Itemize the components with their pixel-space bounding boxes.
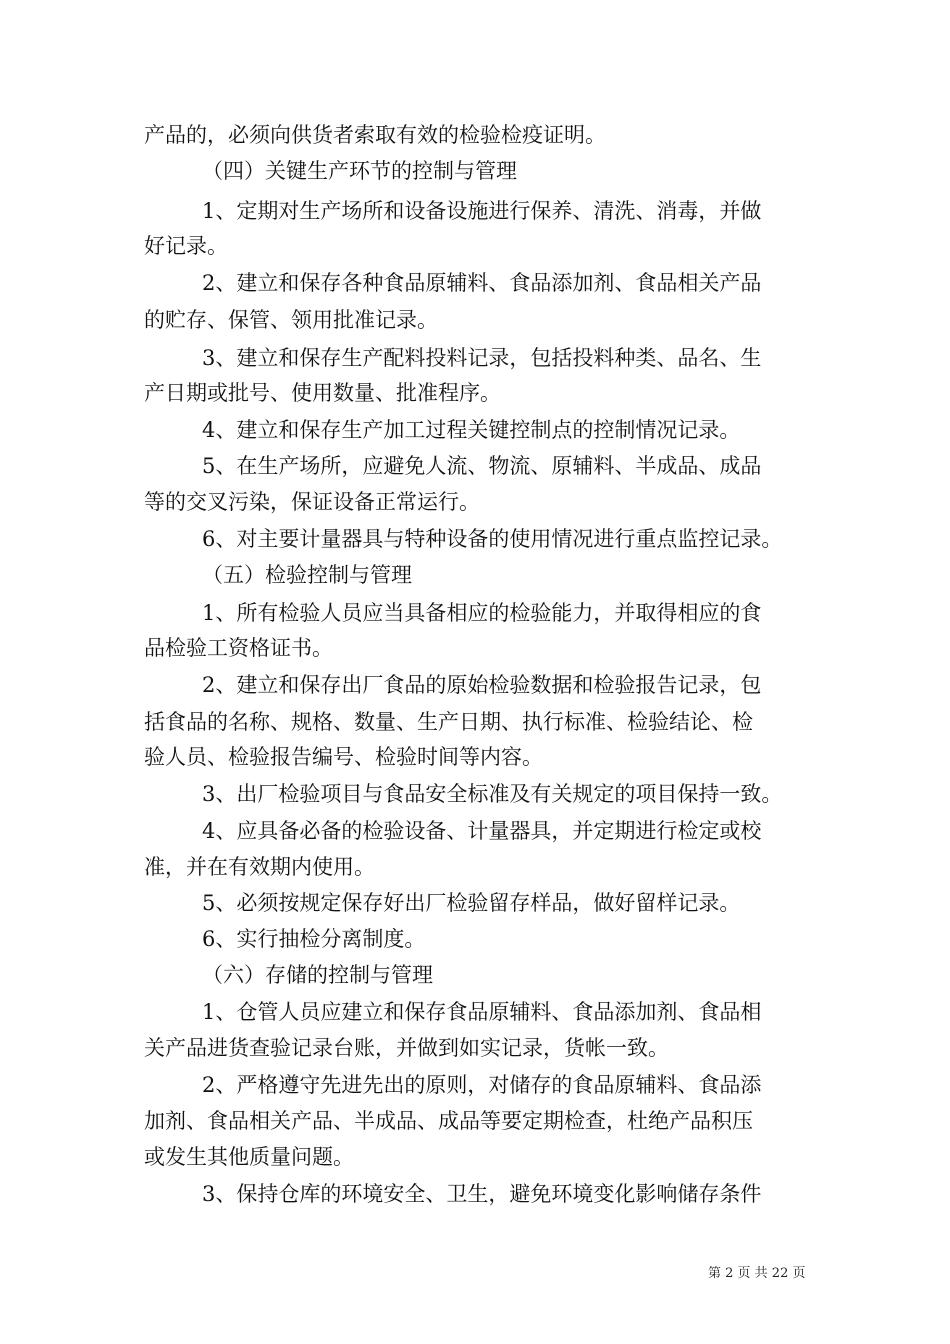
text-line: 3、出厂检验项目与食品安全标准及有关规定的项目保持一致。	[202, 782, 783, 806]
text-line: 2、严格遵守先进先出的原则，对储存的食品原辅料、食品添	[202, 1073, 762, 1097]
text-line: 加剂、食品相关产品、半成品、成品等要定期检查，杜绝产品积压	[144, 1109, 753, 1133]
text-line: 产日期或批号、使用数量、批准程序。	[144, 381, 501, 405]
text-line: 1、定期对生产场所和设备设施进行保养、清洗、消毒，并做	[202, 199, 762, 223]
text-line: 4、建立和保存生产加工过程关键控制点的控制情况记录。	[202, 418, 741, 442]
text-line: 4、应具备必备的检验设备、计量器具，并定期进行检定或校	[202, 819, 762, 843]
text-line: 验人员、检验报告编号、检验时间等内容。	[144, 745, 543, 769]
text-line: 或发生其他质量问题。	[144, 1145, 354, 1169]
text-line: 品检验工资格证书。	[144, 636, 333, 660]
text-line: 的贮存、保管、领用批准记录。	[144, 308, 438, 332]
text-line: 2、建立和保存各种食品原辅料、食品添加剂、食品相关产品	[202, 271, 762, 295]
section-heading: （六）存储的控制与管理	[202, 963, 433, 987]
text-line: 括食品的名称、规格、数量、生产日期、执行标准、检验结论、检	[144, 710, 753, 734]
text-line: 3、保持仓库的环境安全、卫生，避免环境变化影响储存条件	[202, 1182, 762, 1206]
section-heading: （四）关键生产环节的控制与管理	[202, 159, 517, 183]
text-line: 1、仓管人员应建立和保存食品原辅料、食品添加剂、食品相	[202, 1000, 762, 1024]
text-line: 5、必须按规定保存好出厂检验留存样品，做好留样记录。	[202, 891, 741, 915]
text-line: 关产品进货查验记录台账，并做到如实记录，货帐一致。	[144, 1036, 669, 1060]
text-line: 好记录。	[144, 234, 228, 258]
text-line: 3、建立和保存生产配料投料记录，包括投料种类、品名、生	[202, 346, 762, 370]
text-line: 1、所有检验人员应当具备相应的检验能力，并取得相应的食	[202, 601, 762, 625]
text-line: 5、在生产场所，应避免人流、物流、原辅料、半成品、成品	[202, 454, 762, 478]
text-line: 等的交叉污染，保证设备正常运行。	[144, 490, 480, 514]
text-line: 准，并在有效期内使用。	[144, 855, 375, 879]
page-number-footer: 第 2 页 共 22 页	[708, 1266, 806, 1281]
text-line: 6、实行抽检分离制度。	[202, 927, 426, 951]
text-line: 产品的，必须向供货者索取有效的检验检疫证明。	[144, 123, 606, 147]
text-line: 6、对主要计量器具与特种设备的使用情况进行重点监控记录。	[202, 527, 783, 551]
text-line: 2、建立和保存出厂食品的原始检验数据和检验报告记录，包	[202, 673, 762, 697]
section-heading: （五）检验控制与管理	[202, 563, 412, 587]
